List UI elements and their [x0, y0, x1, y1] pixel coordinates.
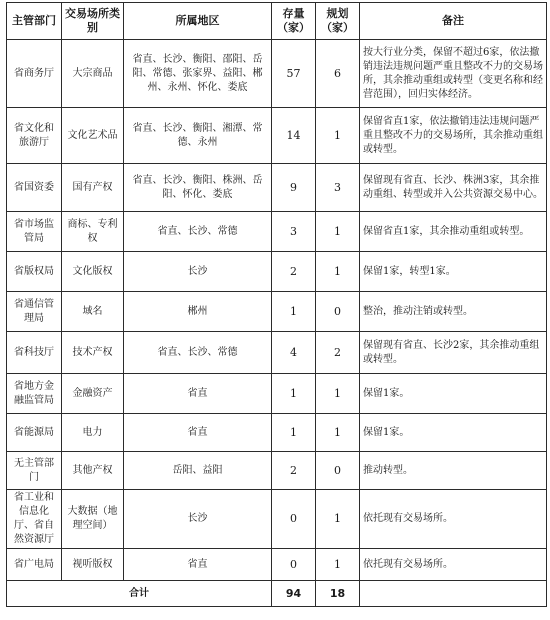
total-row	[7, 581, 547, 607]
cell-category: 技术产权	[62, 332, 124, 374]
cell-dept: 省国资委	[7, 164, 62, 212]
cell-note: 依托现有交易场所。	[360, 490, 547, 549]
cell-stock: 1	[272, 414, 316, 452]
cell-category: 文化艺术品	[62, 108, 124, 164]
cell-region: 省直、长沙、常德	[124, 212, 272, 252]
table-row	[7, 40, 547, 108]
cell-category: 文化版权	[62, 252, 124, 292]
cell-plan: 1	[316, 374, 360, 414]
cell-plan: 1	[316, 252, 360, 292]
cell-note: 保留现有省直、长沙2家，其余推动重组或转型。	[360, 332, 547, 374]
total-stock: 94	[272, 581, 316, 607]
cell-note: 保留1家。	[360, 414, 547, 452]
header-dept: 主管部门	[7, 3, 62, 40]
cell-plan: 0	[316, 452, 360, 490]
header-note: 备注	[360, 3, 547, 40]
cell-dept: 省通信管理局	[7, 292, 62, 332]
table-row	[7, 108, 547, 164]
cell-stock: 1	[272, 292, 316, 332]
cell-category: 大宗商品	[62, 40, 124, 108]
cell-stock: 1	[272, 374, 316, 414]
cell-stock: 3	[272, 212, 316, 252]
cell-note: 按大行业分类，保留不超过6家，依法撤销违法违规问题严重且整改不力的交易场所，其余推动重组或转型（变更名称和经营范围），回归实体经济。	[360, 40, 547, 108]
table-row	[7, 374, 547, 414]
cell-stock: 2	[272, 252, 316, 292]
cell-note: 保留省直1家，依法撤销违法违规问题严重且整改不力的交易场所，其余推动重组或转型。	[360, 108, 547, 164]
table-row	[7, 252, 547, 292]
cell-stock: 2	[272, 452, 316, 490]
cell-category: 视听版权	[62, 549, 124, 581]
cell-dept: 省商务厅	[7, 40, 62, 108]
table-row	[7, 490, 547, 549]
cell-category: 商标、专利权	[62, 212, 124, 252]
cell-region: 省直、长沙、衡阳、邵阳、岳阳、常德、张家界、益阳、郴州、永州、怀化、娄底	[124, 40, 272, 108]
cell-stock: 4	[272, 332, 316, 374]
header-region: 所属地区	[124, 3, 272, 40]
cell-dept: 省版权局	[7, 252, 62, 292]
cell-dept: 省能源局	[7, 414, 62, 452]
cell-plan: 3	[316, 164, 360, 212]
cell-stock: 0	[272, 549, 316, 581]
cell-note: 整治，推动注销或转型。	[360, 292, 547, 332]
cell-dept: 省科技厅	[7, 332, 62, 374]
cell-region: 郴州	[124, 292, 272, 332]
cell-dept: 省广电局	[7, 549, 62, 581]
table-row	[7, 332, 547, 374]
cell-category: 电力	[62, 414, 124, 452]
cell-dept: 省工业和信息化厅、省自然资源厅	[7, 490, 62, 549]
cell-category: 其他产权	[62, 452, 124, 490]
header-plan: 规划（家）	[316, 3, 360, 40]
cell-dept: 省文化和旅游厅	[7, 108, 62, 164]
table-row	[7, 164, 547, 212]
total-plan: 18	[316, 581, 360, 607]
cell-note: 依托现有交易场所。	[360, 549, 547, 581]
table-row	[7, 549, 547, 581]
table-header-row	[7, 3, 547, 40]
header-category: 交易场所类别	[62, 3, 124, 40]
cell-note: 保留省直1家，其余推动重组或转型。	[360, 212, 547, 252]
cell-plan: 6	[316, 40, 360, 108]
cell-region: 长沙	[124, 252, 272, 292]
cell-plan: 0	[316, 292, 360, 332]
cell-region: 省直、长沙、衡阳、株洲、岳阳、怀化、娄底	[124, 164, 272, 212]
cell-note: 保留现有省直、长沙、株洲3家，其余推动重组、转型或并入公共资源交易中心。	[360, 164, 547, 212]
cell-region: 省直	[124, 549, 272, 581]
cell-dept: 无主管部门	[7, 452, 62, 490]
table-row	[7, 292, 547, 332]
trading-venue-table	[6, 2, 547, 607]
cell-plan: 2	[316, 332, 360, 374]
cell-region: 省直、长沙、衡阳、湘潭、常德、永州	[124, 108, 272, 164]
cell-plan: 1	[316, 490, 360, 549]
cell-region: 长沙	[124, 490, 272, 549]
cell-region: 省直、长沙、常德	[124, 332, 272, 374]
cell-plan: 1	[316, 108, 360, 164]
cell-category: 金融资产	[62, 374, 124, 414]
document-page	[6, 2, 547, 607]
total-label: 合计	[7, 581, 272, 607]
cell-stock: 9	[272, 164, 316, 212]
cell-plan: 1	[316, 549, 360, 581]
cell-category: 国有产权	[62, 164, 124, 212]
total-note-empty	[360, 581, 547, 607]
table-row	[7, 452, 547, 490]
cell-note: 保留1家，转型1家。	[360, 252, 547, 292]
cell-category: 大数据（地理空间）	[62, 490, 124, 549]
table-row	[7, 212, 547, 252]
header-stock: 存量（家）	[272, 3, 316, 40]
cell-region: 省直	[124, 414, 272, 452]
cell-category: 域名	[62, 292, 124, 332]
cell-note: 保留1家。	[360, 374, 547, 414]
cell-stock: 14	[272, 108, 316, 164]
cell-plan: 1	[316, 212, 360, 252]
cell-dept: 省市场监管局	[7, 212, 62, 252]
cell-stock: 57	[272, 40, 316, 108]
cell-plan: 1	[316, 414, 360, 452]
cell-dept: 省地方金融监管局	[7, 374, 62, 414]
cell-note: 推动转型。	[360, 452, 547, 490]
table-row	[7, 414, 547, 452]
cell-stock: 0	[272, 490, 316, 549]
cell-region: 岳阳、益阳	[124, 452, 272, 490]
cell-region: 省直	[124, 374, 272, 414]
